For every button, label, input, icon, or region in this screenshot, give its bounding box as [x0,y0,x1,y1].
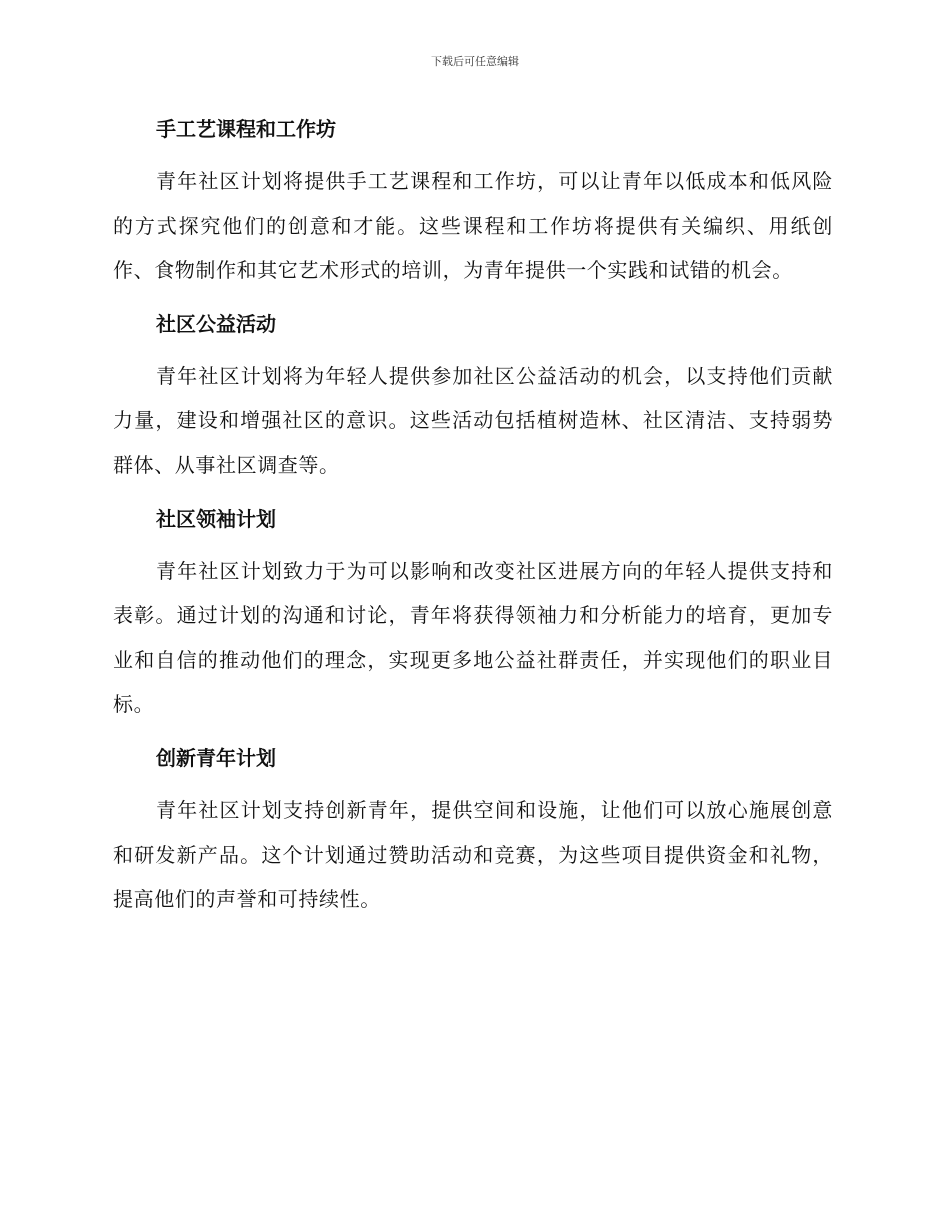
section-heading: 创新青年计划 [156,745,276,770]
section-heading: 社区领袖计划 [156,506,276,531]
section-community-leader [113,504,833,727]
page-header-note: 下载后可任意编辑 [431,55,519,68]
section-paragraph: 青年社区计划将提供手工艺课程和工作坊，可以让青年以低成本和低风险的方式探究他们的创意和才能。这些课程和工作坊将提供有关编织、用纸创作、食物制作和其它艺术形式的培训，为青年提供一个实践和试错的机会。 [113,169,833,283]
document-content [113,114,833,938]
section-innovation-youth [113,743,833,922]
section-heading: 社区公益活动 [156,311,276,336]
section-community-service [113,309,833,488]
section-handicraft [113,114,833,293]
section-heading: 手工艺课程和工作坊 [156,117,336,141]
section-paragraph: 青年社区计划致力于为可以影响和改变社区进展方向的年轻人提供支持和表彰。通过计划的沟通和讨论，青年将获得领袖力和分析能力的培育，更加专业和自信的推动他们的理念，实现更多地公益社群责任，并实现他们的职业目标。 [113,558,833,717]
section-paragraph: 青年社区计划将为年轻人提供参加社区公益活动的机会，以支持他们贡献力量，建设和增强社区的意识。这些活动包括植树造林、社区清洁、支持弱势群体、从事社区调查等。 [113,363,833,477]
section-paragraph: 青年社区计划支持创新青年，提供空间和设施，让他们可以放心施展创意和研发新产品。这个计划通过赞助活动和竞赛，为这些项目提供资金和礼物，提高他们的声誉和可持续性。 [113,797,833,912]
